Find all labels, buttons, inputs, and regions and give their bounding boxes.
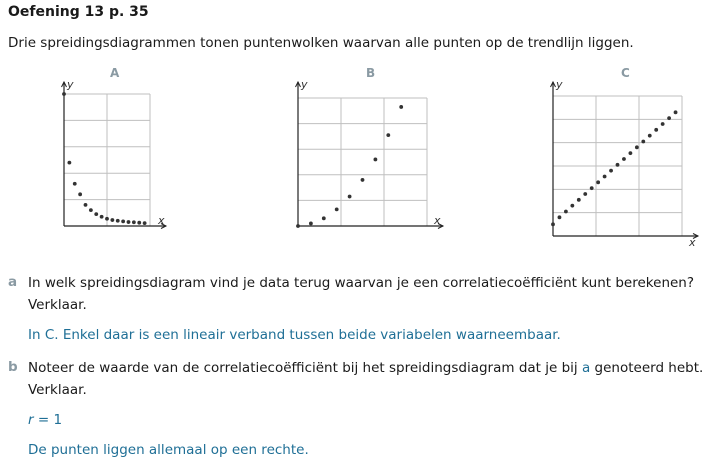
data-point xyxy=(661,122,665,126)
data-point xyxy=(67,161,71,165)
data-point xyxy=(62,92,66,96)
chart-c-title: C xyxy=(621,66,630,80)
data-point xyxy=(564,210,568,214)
question-b-text-before: Noteer de waarde van de correlatiecoëfficiënt bij het spreidingsdiagram dat je bij xyxy=(28,360,582,376)
data-point xyxy=(558,215,562,219)
data-point xyxy=(603,175,607,179)
data-point xyxy=(674,110,678,114)
data-point xyxy=(596,180,600,184)
formula-value: = 1 xyxy=(33,412,63,428)
data-point xyxy=(577,198,581,202)
chart-a-title: A xyxy=(110,66,120,80)
data-point xyxy=(89,208,93,212)
formula-variable: r xyxy=(28,412,34,428)
chart-b-ylabel: y xyxy=(301,78,308,91)
data-point xyxy=(335,207,339,211)
chart-a-ylabel: y xyxy=(67,78,74,91)
chart-a xyxy=(62,82,167,229)
data-point xyxy=(635,145,639,149)
data-point xyxy=(110,218,114,222)
data-point xyxy=(132,220,136,224)
question-a-letter: a xyxy=(8,274,18,290)
data-point xyxy=(654,128,658,132)
question-b-formula xyxy=(28,412,62,428)
question-b-reference: a xyxy=(581,360,591,376)
data-point xyxy=(84,203,88,207)
data-point xyxy=(296,224,300,228)
data-point xyxy=(386,133,390,137)
data-point xyxy=(73,182,77,186)
question-a-text: In welk spreidingsdiagram vind je data terug waarvan je een correlatiecoëfficiënt kunt berekenen? Verklaar. xyxy=(28,275,695,313)
data-point xyxy=(94,212,98,216)
data-point xyxy=(583,192,587,196)
data-point xyxy=(121,219,125,223)
question-b-text-after: genoteerd hebt. Verklaar. xyxy=(28,360,704,398)
data-point xyxy=(629,151,633,155)
data-point xyxy=(116,219,120,223)
question-a-answer: In C. Enkel daar is een lineair verband tussen beide variabelen waarneembaar. xyxy=(28,327,561,343)
data-point xyxy=(105,217,109,221)
data-point xyxy=(100,215,104,219)
question-b-text xyxy=(28,357,708,401)
question-b-answer: De punten liggen allemaal op een rechte. xyxy=(28,442,309,458)
data-point xyxy=(641,140,645,144)
data-point xyxy=(551,222,555,226)
chart-b xyxy=(296,82,444,229)
data-point xyxy=(609,169,613,173)
data-point xyxy=(590,186,594,190)
chart-c-ylabel: y xyxy=(556,78,563,91)
data-point xyxy=(361,178,365,182)
data-point xyxy=(667,116,671,120)
data-point xyxy=(374,158,378,162)
chart-b-xlabel: x xyxy=(434,214,441,227)
data-point xyxy=(570,204,574,208)
chart-b-title: B xyxy=(366,66,376,80)
data-point xyxy=(322,216,326,220)
data-point xyxy=(309,222,313,226)
intro-text: Drie spreidingsdiagrammen tonen puntenwolken waarvan alle punten op de trendlijn liggen. xyxy=(8,35,634,51)
question-b-letter: b xyxy=(8,359,18,375)
data-point xyxy=(648,134,652,138)
data-point xyxy=(127,220,131,224)
data-point xyxy=(137,221,141,225)
data-point xyxy=(622,157,626,161)
chart-c-xlabel: x xyxy=(689,236,696,249)
chart-a-xlabel: x xyxy=(158,214,165,227)
data-point xyxy=(399,105,403,109)
chart-c xyxy=(551,82,699,239)
data-point xyxy=(348,195,352,199)
data-point xyxy=(616,163,620,167)
exercise-title: Oefening 13 p. 35 xyxy=(8,4,149,20)
data-point xyxy=(78,192,82,196)
data-point xyxy=(143,221,147,225)
